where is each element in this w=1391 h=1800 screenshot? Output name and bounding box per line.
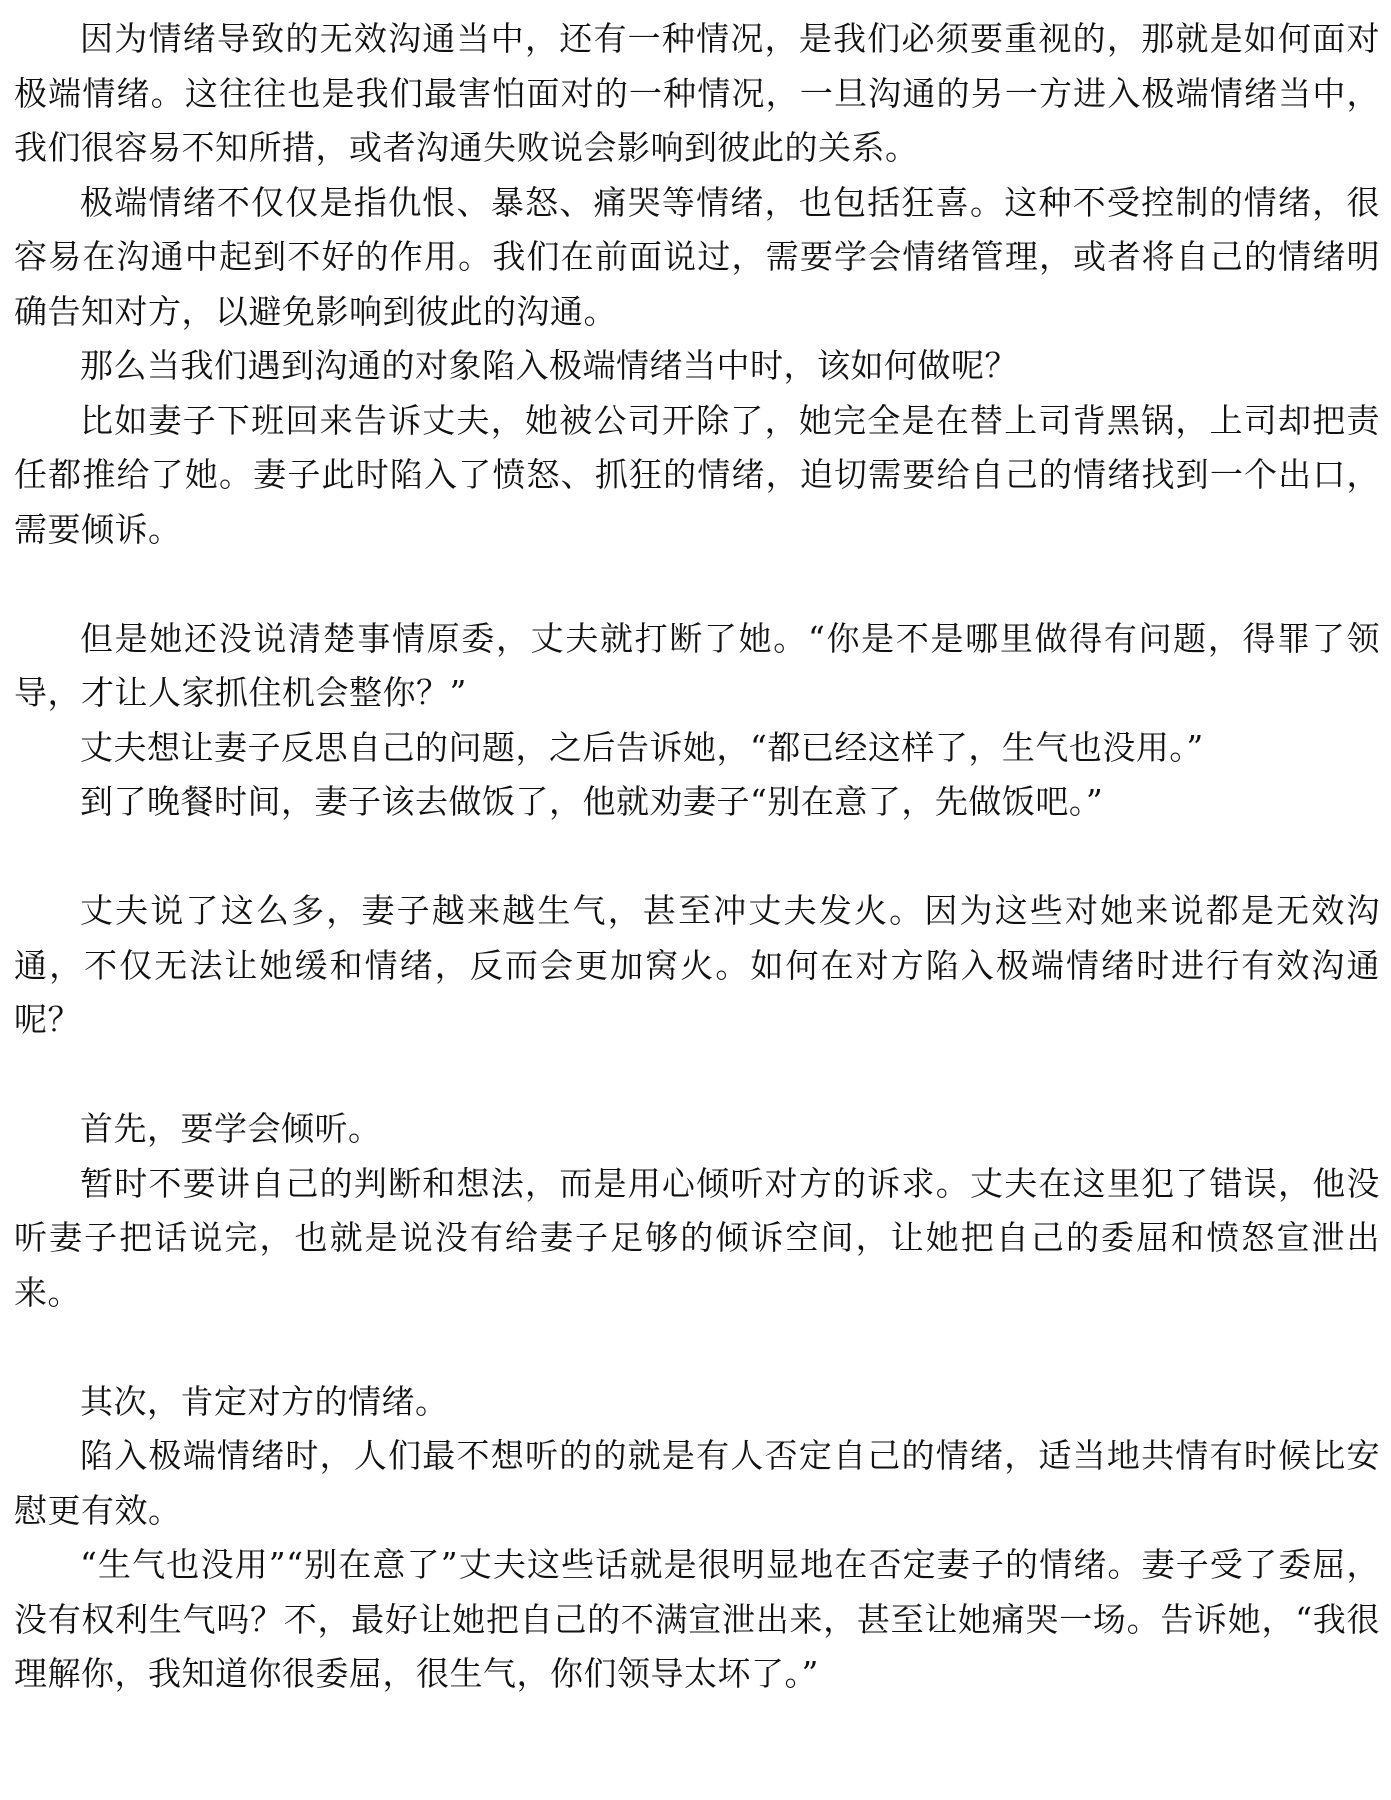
paragraph-8: 丈夫说了这么多，妻子越来越生气，甚至冲丈夫发火。因为这些对她来说都是无效沟通，不仅无法让她缓和情绪，反而会更加窝火。如何在对方陷入极端情绪时进行有效沟通呢？ <box>14 891 1380 1039</box>
paragraph-7: 到了晚餐时间，妻子该去做饭了，他就劝妻子“别在意了，先做饭吧。” <box>80 782 1104 821</box>
blank-line <box>14 557 1380 612</box>
blank-line <box>14 830 1380 885</box>
paragraph-6: 丈夫想让妻子反思自己的问题，之后告诉她，“都已经这样了，生气也没用。” <box>80 727 1204 767</box>
blank-line <box>14 1320 1380 1375</box>
paragraph-9: 首先，要学会倾听。 <box>80 1109 382 1148</box>
paragraph-5: 但是她还没说清楚事情原委，丈夫就打断了她。“你是不是哪里做得有问题，得罪了领导，才让人家抓住机会整你？” <box>14 618 1380 712</box>
paragraph-3: 那么当我们遇到沟通的对象陷入极端情绪当中时，该如何做呢？ <box>80 346 1018 385</box>
paragraph-10: 暂时不要讲自己的判断和想法，而是用心倾听对方的诉求。丈夫在这里犯了错误，他没听妻子把话说完，也就是说没有给妻子足够的倾诉空间，让她把自己的委屈和愤怒宣泄出来。 <box>14 1163 1380 1312</box>
paragraph-2: 极端情绪不仅仅是指仇恨、暴怒、痛哭等情绪，也包括狂喜。这种不受控制的情绪，很容易在沟通中起到不好的作用。我们在前面说过，需要学会情绪管理，或者将自己的情绪明确告知对方，以避免影响到彼此的沟通。 <box>14 182 1380 331</box>
paragraph-12: 陷入极端情绪时，人们最不想听的的就是有人否定自己的情绪，适当地共情有时候比安慰更有效。 <box>14 1436 1380 1530</box>
paragraph-1: 因为情绪导致的无效沟通当中，还有一种情况，是我们必须要重视的，那就是如何面对极端情绪。这往往也是我们最害怕面对的一种情况，一旦沟通的另一方进入极端情绪当中，我们很容易不知所措，或者沟通失败说会影响到彼此的关系。 <box>14 19 1380 167</box>
paragraph-13: “生气也没用”“别在意了”丈夫这些话就是很明显地在否定妻子的情绪。妻子受了委屈，没有权利生气吗？不，最好让她把自己的不满宣泄出来，甚至让她痛哭一场。告诉她，“我很理解你，我知道你很委屈，很生气，你们领导太坏了。” <box>14 1545 1380 1693</box>
document-page <box>14 12 1380 1702</box>
blank-line <box>14 1048 1380 1103</box>
paragraph-4: 比如妻子下班回来告诉丈夫，她被公司开除了，她完全是在替上司背黑锅，上司却把责任都推给了她。妻子此时陷入了愤怒、抓狂的情绪，迫切需要给自己的情绪找到一个出口，需要倾诉。 <box>14 400 1380 549</box>
paragraph-11: 其次，肯定对方的情绪。 <box>80 1381 449 1421</box>
